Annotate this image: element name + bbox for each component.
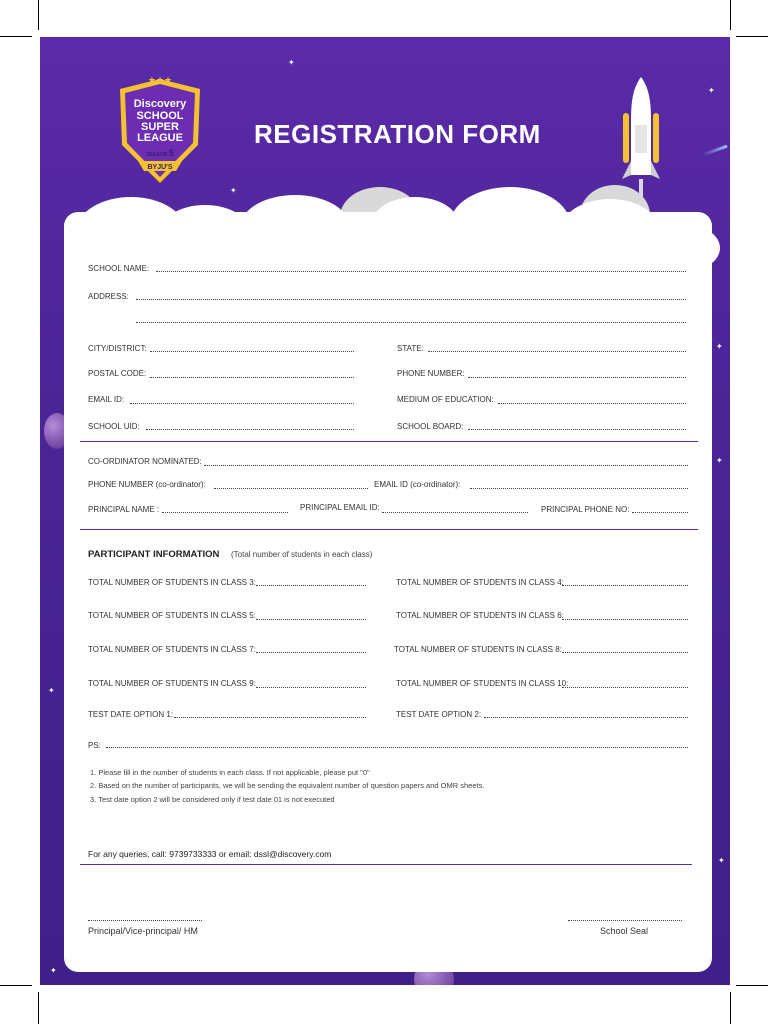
crop-mark — [0, 985, 32, 986]
coordinator-email-field[interactable] — [470, 488, 688, 489]
ps-field[interactable] — [106, 747, 688, 748]
school-name-label: SCHOOL NAME: — [88, 264, 150, 273]
divider — [80, 529, 698, 530]
class5-field[interactable] — [256, 619, 366, 620]
coordinator-email-label: EMAIL ID (co-ordinator): — [374, 480, 461, 489]
page-title: REGISTRATION FORM — [254, 119, 541, 149]
star-icon: ✦ — [718, 856, 725, 865]
contact-info: For any queries, call: 9739733333 or email: dssl@discovery.com — [88, 849, 332, 859]
principal-name-label: PRINCIPAL NAME : — [88, 505, 160, 514]
comet-icon — [702, 145, 727, 157]
crop-mark — [38, 992, 39, 1024]
crop-mark — [736, 36, 768, 37]
logo-season — [110, 148, 210, 161]
season-number: 5 — [168, 148, 174, 158]
logo-line: Discovery — [133, 98, 187, 110]
coordinator-label: CO-ORDINATOR NOMINATED: — [88, 457, 202, 466]
address-label: ADDRESS: — [88, 292, 129, 301]
email-field[interactable] — [130, 403, 354, 404]
svg-text:★★★: ★★★ — [147, 75, 173, 85]
class3-field[interactable] — [256, 585, 366, 586]
postal-code-label: POSTAL CODE: — [88, 369, 147, 378]
class7-label: TOTAL NUMBER OF STUDENTS IN CLASS 7: — [88, 645, 256, 654]
coordinator-phone-field[interactable] — [214, 488, 368, 489]
class10-label: TOTAL NUMBER OF STUDENTS IN CLASS 10: — [396, 679, 569, 688]
crop-mark — [0, 36, 32, 37]
medium-label: MEDIUM OF EDUCATION: — [397, 395, 494, 404]
school-name-field[interactable] — [156, 271, 686, 272]
class8-label: TOTAL NUMBER OF STUDENTS IN CLASS 8: — [394, 645, 562, 654]
city-field[interactable] — [150, 351, 354, 352]
coordinator-phone-label: PHONE NUMBER (co-ordinator): — [88, 480, 206, 489]
school-board-label: SCHOOL BOARD: — [397, 422, 464, 431]
school-uid-label: SCHOOL UID: — [88, 422, 140, 431]
logo-line: LEAGUE — [137, 132, 183, 144]
school-seal-label: School Seal — [600, 926, 649, 936]
class3-label: TOTAL NUMBER OF STUDENTS IN CLASS 3: — [88, 578, 256, 587]
crop-mark — [730, 0, 731, 30]
star-icon: ✦ — [716, 456, 723, 465]
test-date2-label: TEST DATE OPTION 2: — [396, 710, 482, 719]
class8-field[interactable] — [562, 652, 688, 653]
class4-label: TOTAL NUMBER OF STUDENTS IN CLASS 4: — [396, 578, 564, 587]
class10-field[interactable] — [562, 687, 688, 688]
participant-heading: PARTICIPANT INFORMATION — [88, 549, 220, 560]
city-label: CITY/DISTRICT: — [88, 344, 147, 353]
address-field-line1[interactable] — [136, 299, 686, 300]
test-date1-field[interactable] — [174, 717, 366, 718]
postal-code-field[interactable] — [150, 377, 354, 378]
medium-field[interactable] — [498, 403, 686, 404]
principal-phone-label: PRINCIPAL PHONE NO: — [541, 505, 630, 514]
note-item: 3. Test date option 2 will be considered only if test date 01 is not executed — [90, 795, 335, 804]
school-uid-field[interactable] — [146, 429, 354, 430]
crop-mark — [730, 992, 731, 1024]
principal-signature-line[interactable] — [88, 920, 202, 921]
ps-label: PS: — [88, 741, 101, 750]
note-item: 2. Based on the number of participants, we will be sending the equivalent number of question papers and OMR sheets. — [90, 781, 485, 790]
season-label: SEASON — [146, 152, 168, 158]
email-label: EMAIL ID: — [88, 395, 125, 404]
crop-mark — [38, 0, 39, 30]
phone-number-field[interactable] — [468, 377, 686, 378]
principal-phone-field[interactable] — [632, 512, 688, 513]
principal-signature-label: Principal/Vice-principal/ HM — [88, 926, 198, 936]
state-label: STATE: — [397, 344, 424, 353]
discovery-school-super-league-logo — [110, 75, 210, 187]
phone-number-label: PHONE NUMBER: — [397, 369, 465, 378]
crop-mark — [736, 985, 768, 986]
class6-label: TOTAL NUMBER OF STUDENTS IN CLASS 6: — [396, 611, 564, 620]
star-icon: ✦ — [716, 342, 723, 351]
principal-email-field[interactable] — [382, 512, 528, 513]
state-field[interactable] — [428, 351, 686, 352]
logo-line: SCHOOL — [136, 110, 184, 122]
class7-field[interactable] — [256, 652, 366, 653]
logo-sponsor: BYJU'S — [147, 164, 173, 171]
star-icon: ✦ — [230, 186, 237, 195]
note-item: 1. Please fill in the number of students in each class. If not applicable, please put "0" — [90, 768, 370, 777]
test-date1-label: TEST DATE OPTION 1: — [88, 710, 174, 719]
principal-name-field[interactable] — [162, 512, 288, 513]
star-icon: ✦ — [48, 686, 55, 695]
logo-line: SUPER — [141, 121, 179, 133]
star-icon: ✦ — [708, 86, 715, 95]
school-board-field[interactable] — [468, 429, 686, 430]
class5-label: TOTAL NUMBER OF STUDENTS IN CLASS 5: — [88, 611, 256, 620]
test-date2-field[interactable] — [484, 717, 688, 718]
divider — [80, 441, 698, 442]
principal-email-label: PRINCIPAL EMAIL ID: — [300, 503, 380, 512]
class9-label: TOTAL NUMBER OF STUDENTS IN CLASS 9: — [88, 679, 256, 688]
class9-field[interactable] — [256, 687, 366, 688]
participant-subheading: (Total number of students in each class) — [231, 550, 373, 559]
class4-field[interactable] — [562, 585, 688, 586]
class6-field[interactable] — [562, 619, 688, 620]
star-icon: ✦ — [50, 966, 57, 975]
school-seal-line[interactable] — [568, 920, 682, 921]
star-icon: ✦ — [288, 58, 295, 67]
divider — [80, 864, 692, 865]
address-field-line2[interactable] — [136, 322, 686, 323]
coordinator-field[interactable] — [204, 465, 688, 466]
